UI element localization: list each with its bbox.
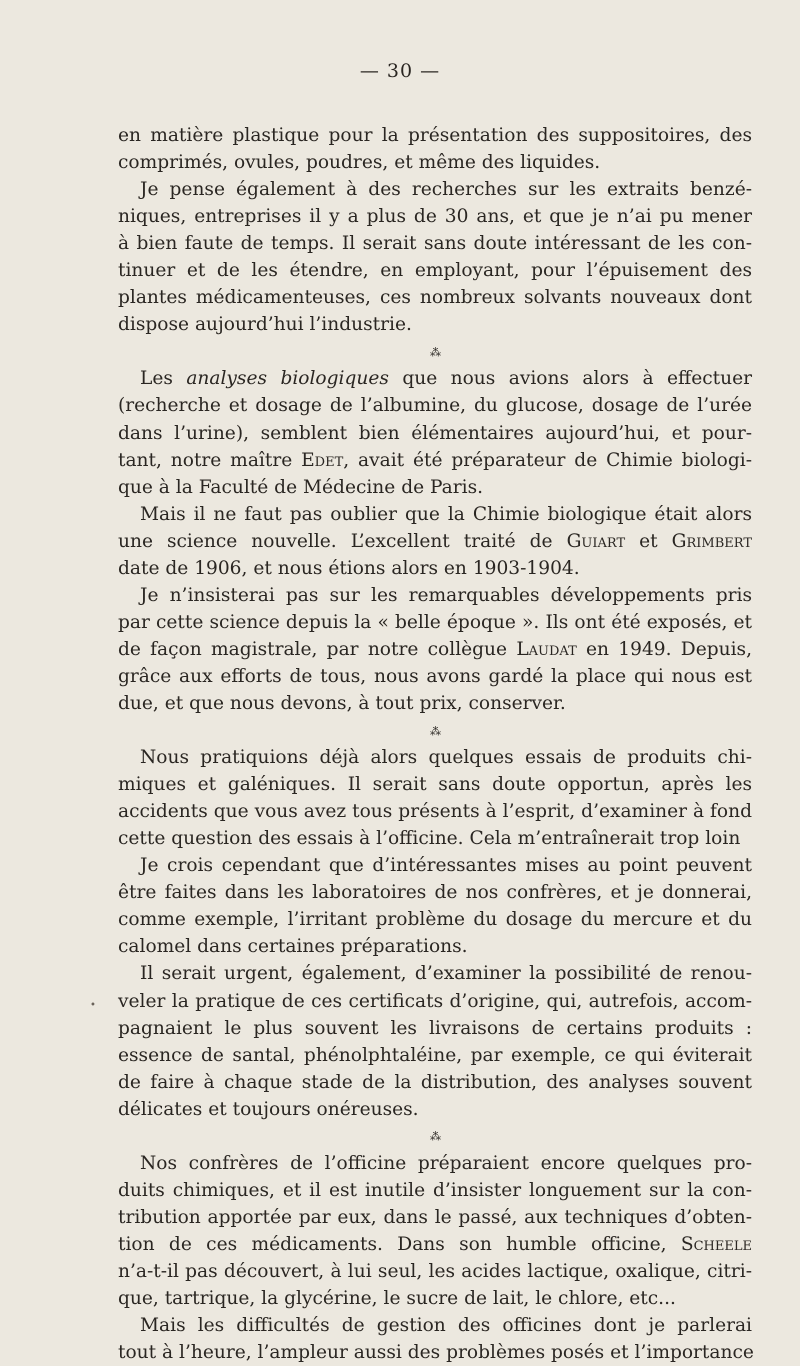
- text-line: veler la pratique de ces certificats d’origine, qui, autrefois, accom-: [118, 990, 752, 1012]
- text-line: comprimés, ovules, poudres, et même des liquides.: [118, 152, 601, 174]
- text-line: tant, notre maître Edet, avait été préparateur de Chimie biologi-: [118, 449, 752, 471]
- text-line: de faire à chaque stade de la distribution, des analyses souvent: [118, 1071, 752, 1093]
- text-line: accidents que vous avez tous présents à l’esprit, d’examiner à fond: [118, 801, 752, 823]
- text-line: Je crois cependant que d’intéressantes mises au point peuvent: [140, 855, 752, 877]
- paragraph: [118, 852, 752, 960]
- emphasis-text: analyses biologiques: [186, 368, 389, 390]
- text-line: miques et galéniques. Il serait sans doute opportun, après les: [118, 774, 752, 796]
- text-line: Mais il ne faut pas oublier que la Chimie biologique était alors: [140, 503, 752, 525]
- text-line: tion de ces médicaments. Dans son humble officine, Scheele: [118, 1233, 752, 1255]
- paragraph: [118, 582, 752, 717]
- person-name: Grimbert: [671, 530, 752, 552]
- text-line: en matière plastique pour la présentation des suppositoires, des: [118, 125, 752, 146]
- asterism-separator: [118, 717, 752, 744]
- asterism-icon: ⁂: [430, 724, 440, 738]
- text-line: tinuer et de les étendre, en employant, pour l’épuisement des: [118, 260, 752, 282]
- text-line: Je n’insisterai pas sur les remarquables développements pris: [140, 584, 752, 606]
- text-line: Il serait urgent, également, d’examiner la possibilité de renou-: [140, 963, 752, 985]
- asterism-separator: [118, 1123, 752, 1150]
- person-name: Scheele: [680, 1233, 752, 1255]
- text-line: tribution apportée par eux, dans le passé, aux techniques d’obten-: [118, 1206, 752, 1228]
- text-line: cette question des essais à l’officine. Cela m’entraînerait trop loin: [118, 828, 741, 850]
- paragraph: [118, 122, 752, 176]
- asterism-icon: ⁂: [430, 345, 440, 359]
- text-line: Nos confrères de l’officine préparaient encore quelques pro-: [140, 1152, 752, 1174]
- text-line: essence de santal, phénolphtaléine, par exemple, ce qui éviterait: [118, 1044, 752, 1066]
- person-name: Guiart: [566, 530, 626, 552]
- body-text: [118, 122, 752, 1366]
- person-name: Edet: [301, 449, 344, 471]
- text-line: par cette science depuis la « belle époque ». Ils ont été exposés, et: [118, 611, 752, 633]
- text-line: duits chimiques, et il est inutile d’insister longuement sur la con-: [118, 1179, 752, 1201]
- paragraph: [118, 176, 752, 338]
- text-line: comme exemple, l’irritant problème du dosage du mercure et du: [118, 909, 752, 931]
- margin-mark: •: [90, 1000, 96, 1011]
- text-line: calomel dans certaines préparations.: [118, 936, 468, 958]
- text-line: date de 1906, et nous étions alors en 1903-1904.: [118, 557, 580, 579]
- text-line: dispose aujourd’hui l’industrie.: [118, 314, 412, 336]
- paragraph: [118, 744, 752, 852]
- text-line: n’a-t-il pas découvert, à lui seul, les acides lactique, oxalique, citri-: [118, 1260, 752, 1282]
- person-name: Laudat: [516, 638, 577, 660]
- text-line: à bien faute de temps. Il serait sans doute intéressant de les con-: [118, 233, 752, 255]
- text-line: Nous pratiquions déjà alors quelques essais de produits chi-: [140, 747, 752, 769]
- text-line: tout à l’heure, l’ampleur aussi des problèmes posés et l’importance: [118, 1342, 754, 1364]
- paragraph: [118, 960, 752, 1122]
- asterism-separator: [118, 338, 752, 365]
- text-line: grâce aux efforts de tous, nous avons gardé la place qui nous est: [118, 665, 752, 687]
- paragraph: [118, 365, 752, 500]
- text-line: que à la Faculté de Médecine de Paris.: [118, 476, 484, 498]
- text-line: être faites dans les laboratoires de nos confrères, et je donnerai,: [118, 882, 752, 904]
- text-line: Les analyses biologiques que nous avions alors à effectuer: [140, 368, 752, 390]
- text-line: pagnaient le plus souvent les livraisons de certains produits :: [118, 1017, 752, 1039]
- text-line: une science nouvelle. L’excellent traité de Guiart et Grimbert: [118, 530, 752, 552]
- asterism-icon: ⁂: [430, 1130, 440, 1144]
- paragraph: [118, 1150, 752, 1312]
- text-line: Je pense également à des recherches sur les extraits benzé-: [140, 179, 752, 201]
- text-line: dans l’urine), semblent bien élémentaires aujourd’hui, et pour-: [118, 422, 752, 444]
- text-line: de façon magistrale, par notre collègue Laudat en 1949. Depuis,: [118, 638, 752, 660]
- text-line: plantes médicamenteuses, ces nombreux solvants nouveaux dont: [118, 287, 752, 309]
- text-line: (recherche et dosage de l’albumine, du glucose, dosage de l’urée: [118, 395, 752, 417]
- text-line: Mais les difficultés de gestion des officines dont je parlerai: [140, 1315, 752, 1337]
- text-line: que, tartrique, la glycérine, le sucre de lait, le chlore, etc...: [118, 1288, 676, 1310]
- text-line: niques, entreprises il y a plus de 30 ans, et que je n’ai pu mener: [118, 206, 752, 228]
- text-line: due, et que nous devons, à tout prix, conserver.: [118, 692, 566, 714]
- paragraph: [118, 501, 752, 582]
- page-number: — 30 —: [359, 60, 441, 82]
- text-line: délicates et toujours onéreuses.: [118, 1098, 419, 1120]
- paragraph: [118, 1312, 752, 1366]
